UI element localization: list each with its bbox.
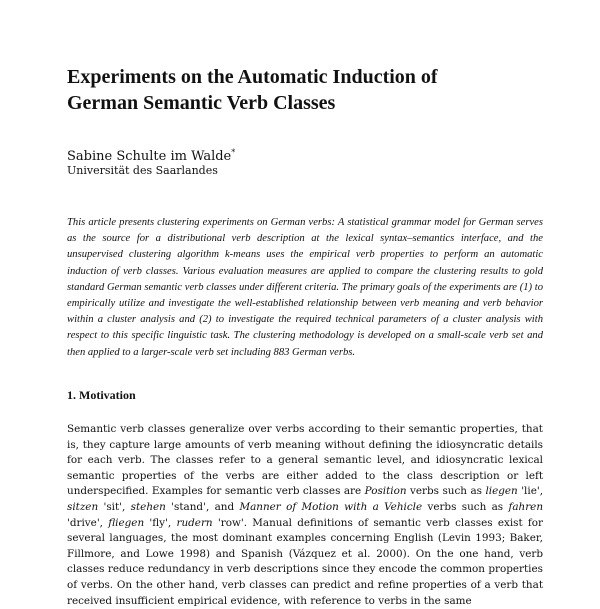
body-text-run: 'stand', and bbox=[165, 500, 240, 513]
body-text-run: 'lie', bbox=[517, 485, 543, 498]
title-line-1: Experiments on the Automatic Induction of bbox=[67, 66, 438, 88]
example-term: fliegen bbox=[108, 516, 145, 529]
body-text-run: 'fly', bbox=[144, 516, 177, 529]
body-text-run: verbs such as bbox=[422, 500, 509, 513]
body-text-run: 'drive', bbox=[67, 516, 109, 529]
body-text-run: Semantic verb classes generalize over verbs according to their semantic properties, that is, they capture large amounts of verb meaning without defining the idiosyncratic details for each verb. The classes refer to a general semantic level, and idiosyncratic lexical semantic properties of the verbs are either added to the class description or left underspecified. Examples for semantic verb classes are bbox=[67, 423, 543, 498]
section-heading: 1. Motivation bbox=[67, 388, 136, 402]
example-term: fahren bbox=[508, 500, 544, 513]
example-term: stehen bbox=[130, 500, 166, 513]
author-affiliation: Universität des Saarlandes bbox=[67, 164, 218, 177]
body-text-run: 'row'. Manual definitions of semantic verb classes exist for several languages, the most dominant examples concerning English (Levin 1993; Baker, Fillmore, and Lowe 1998) and Spanish (Vázquez et al. 2000). On the one hand, verb classes reduce redundancy in verb descriptions since they encode the common properties of verbs. On the other hand, verb classes can predict and refine properties of a verb that received insufficient empirical evidence, with reference to verbs in the same bbox=[67, 516, 543, 607]
section-body bbox=[67, 422, 543, 609]
example-term: Position bbox=[364, 485, 407, 498]
example-term: Manner of Motion with a Vehicle bbox=[239, 500, 423, 513]
paper-title bbox=[67, 64, 547, 116]
author-name bbox=[67, 145, 235, 165]
example-term: sitzen bbox=[67, 500, 99, 513]
example-term: liegen bbox=[485, 485, 518, 498]
body-paragraph bbox=[67, 422, 543, 609]
author-name-text: Sabine Schulte im Walde bbox=[67, 149, 232, 164]
body-text-run: 'sit', bbox=[98, 500, 131, 513]
example-term: rudern bbox=[176, 516, 213, 529]
title-line-2: German Semantic Verb Classes bbox=[67, 92, 336, 114]
author-footnote-mark: * bbox=[231, 148, 236, 157]
body-text-run: verbs such as bbox=[406, 485, 486, 498]
abstract: This article presents clustering experiments on German verbs: A statistical grammar model for German serves as the source for a distributional verb description at the lexical syntax–semantics interface, and the unsupervised clustering algorithm k-means uses the empirical verb properties to perform an automatic induction of verb classes. Various evaluation measures are applied to compare the clustering results to gold standard German semantic verb classes under different criteria. The primary goals of the experiments are (1) to empirically utilize and investigate the well-established relationship between verb meaning and verb behavior within a cluster analysis and (2) to investigate the required technical parameters of a cluster analysis with respect to this specific linguistic task. The clustering methodology is developed on a small-scale verb set and then applied to a larger-scale verb set including 883 German verbs. bbox=[67, 217, 543, 358]
